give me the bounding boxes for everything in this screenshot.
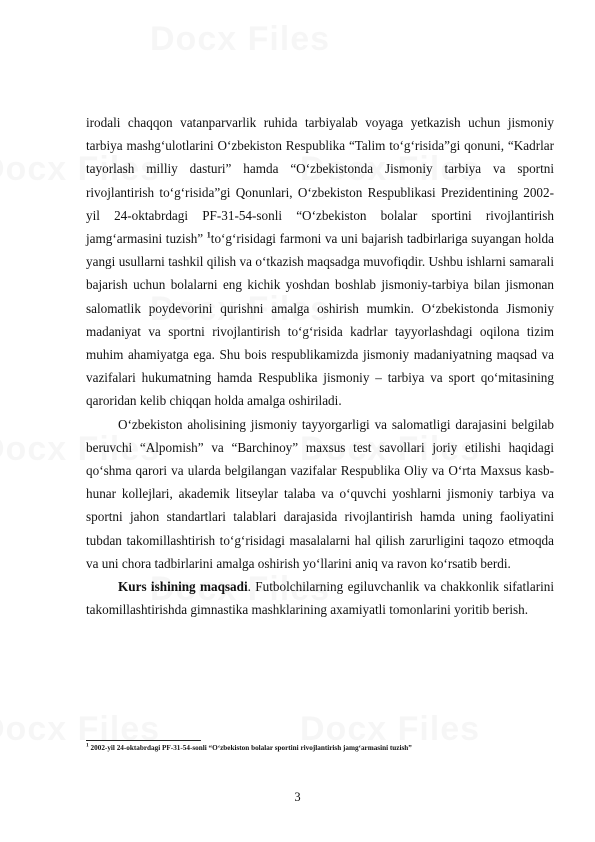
footnote-reference[interactable]: 1	[206, 230, 211, 240]
paragraph-3-lead: Kurs ishining maqsadi	[118, 579, 248, 595]
footnote-marker: 1	[86, 742, 89, 749]
paragraph-2	[86, 413, 554, 575]
watermark-text	[150, 20, 330, 59]
footnote-separator	[86, 740, 201, 741]
paragraph-1-text-after: to‘g‘risidagi farmoni va uni bajarish tadbirlariga suyangan holda yangi usullarni tashkil qilish va o‘tkazish maqsadga muvofiqdir. Ushbu ishlarni samarali bajarish uchun bolalarni eng kichik yoshdan boshlab jismoniy-tarbiya bilan jismonan salomatlik poydevorini qurishni amalga oshirish mumkin. O‘zbekistonda Jismoniy madaniyat va sportni rivojlantirish to‘g‘risida kadrlar tayyorlashdagi oqilona tizim muhim ahamiyatga ega. Shu bois respublikamizda jismoniy madaniyatning maqsad va vazifalari hukumatning hamda Respublika jismoniy – tarbiya va sport qo‘mitasining qaroridan kelib chiqqan holda amalga oshiriladi.	[86, 231, 554, 409]
paragraph-3	[86, 575, 554, 621]
page-number: 3	[294, 790, 301, 804]
paragraph-3-text: . Futbolchilarning egiluvchanlik va chakkonlik sifatlarini takomillashtirishda gimnastika mashklarining axamiyatli tomonlarini yoritib berish.	[86, 579, 555, 618]
footnote-text: 2002-yil 24-oktabrdagi PF-31-54-sonli “O‘zbekiston bolalar sportini rivojlantirish jamg‘armasini tuzish”	[88, 744, 412, 752]
document-body	[86, 111, 554, 621]
paragraph-1	[86, 111, 554, 413]
paragraph-1-text: irodali chaqqon vatanparvarlik ruhida tarbiyalab voyaga yetkazish uchun jismoniy tarbiya mashg‘ulotlarini O‘zbekiston Respublika “Talim to‘g‘risida”gi qonuni, “Kadrlar tayorlash milliy dasturi” hamda “O‘zbekistonda Jismoniy tarbiya va sportni rivojlantirish to‘g‘risida”gi Qonunlari, O‘zbekiston Respublikasi Prezidentining 2002- yil 24-oktabrdagi PF-31-54-sonli “O‘zbekiston bolalar sportini rivojlantirish jamg‘armasini tuzish”	[86, 115, 554, 247]
footnote	[86, 743, 556, 753]
paragraph-2-text: O‘zbekiston aholisining jismoniy tayyorgarligi va salomatligi darajasini belgilab beruvchi “Alpomish” va “Barchinoy” maxsus test savollari joriy etilishi haqidagi qo‘shma qarori va ularda belgilangan vazifalar Respublika Oliy va O‘rta Maxsus kasb-hunar kollejlari, akademik litseylar talaba va o‘quvchi yoshlarni jismoniy tarbiya va sportni jahon standartlari talablari darajasida rivojlantirish hamda uning faoliyatini tubdan takomillashtirish to‘g‘risidagi masalalarni hal qilish zarurligini taqozo etmoqda va uni chora tadbirlarini amalga oshirish yo‘llarini aniq va ravon ko‘rsatib berdi.	[86, 416, 554, 571]
